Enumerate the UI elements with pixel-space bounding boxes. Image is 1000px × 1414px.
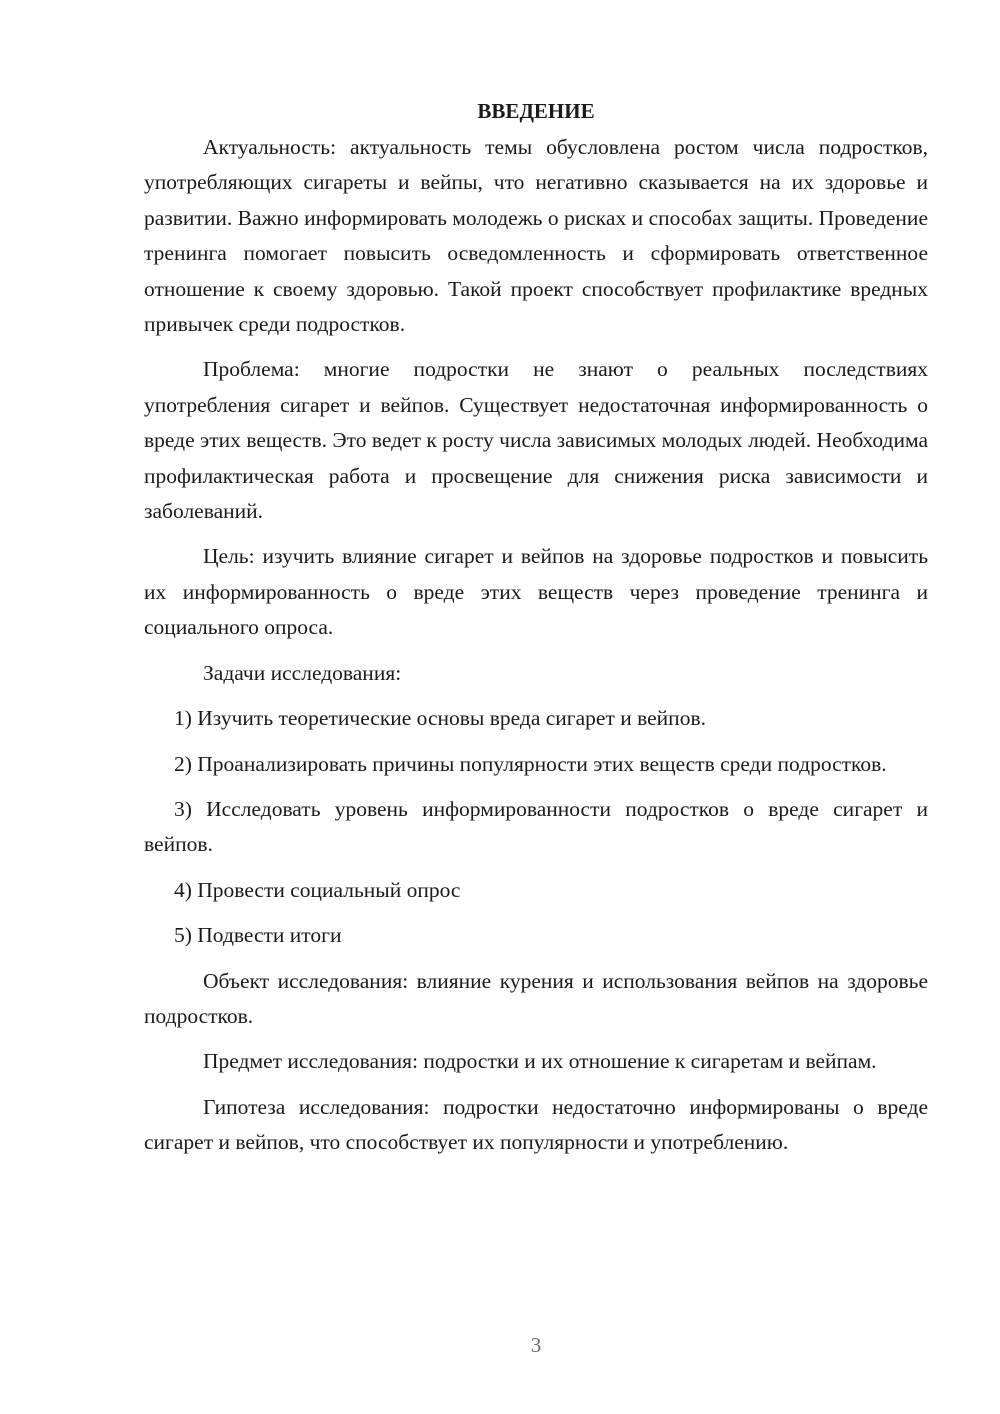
- task-item-5: 5) Подвести итоги: [174, 923, 342, 948]
- object-paragraph: Объект исследования: влияние курения и использования вейпов на здоровье подростков.: [144, 968, 928, 1028]
- task-item-3: 3) Исследовать уровень информированности подростков о вреде сигарет и вейпов.: [144, 796, 928, 857]
- task-item-4: 4) Провести социальный опрос: [174, 877, 461, 902]
- task-item-2: 2) Проанализировать причины популярности этих веществ среди подростков.: [174, 751, 887, 776]
- page-number: 3: [530, 1333, 542, 1357]
- tasks-title: Задачи исследования:: [203, 660, 402, 685]
- goal-paragraph: Цель: изучить влияние сигарет и вейпов на здоровье подростков и повысить их информированность о вреде этих веществ через проведение тренинга и социального опроса.: [144, 544, 928, 640]
- section-heading: ВВЕДЕНИЕ: [477, 99, 595, 123]
- task-item-1: 1) Изучить теоретические основы вреда сигарет и вейпов.: [174, 706, 706, 731]
- problem-paragraph: Проблема: многие подростки не знают о реальных последствиях употребления сигарет и вейпов. Существует недостаточная информированность о вреде этих веществ. Это ведет к росту числа зависимых молодых людей. Необходима профилактическая работа и просвещение для снижения риска зависимости и заболеваний.: [144, 357, 928, 524]
- subject-paragraph: Предмет исследования: подростки и их отношение к сигаретам и вейпам.: [203, 1049, 877, 1074]
- relevance-paragraph: Актуальность: актуальность темы обусловлена ростом числа подростков, употребляющих сигареты и вейпы, что негативно сказывается на их здоровье и развитии. Важно информировать молодежь о рисках и способах защиты. Проведение тренинга помогает повысить осведомленность и сформировать ответственное отношение к своему здоровью. Такой проект способствует профилактике вредных привычек среди подростков.: [144, 135, 928, 337]
- hypothesis-paragraph: Гипотеза исследования: подростки недостаточно информированы о вреде сигарет и вейпов, что способствует их популярности и употреблению.: [144, 1094, 928, 1155]
- page-content: [144, 94, 928, 1171]
